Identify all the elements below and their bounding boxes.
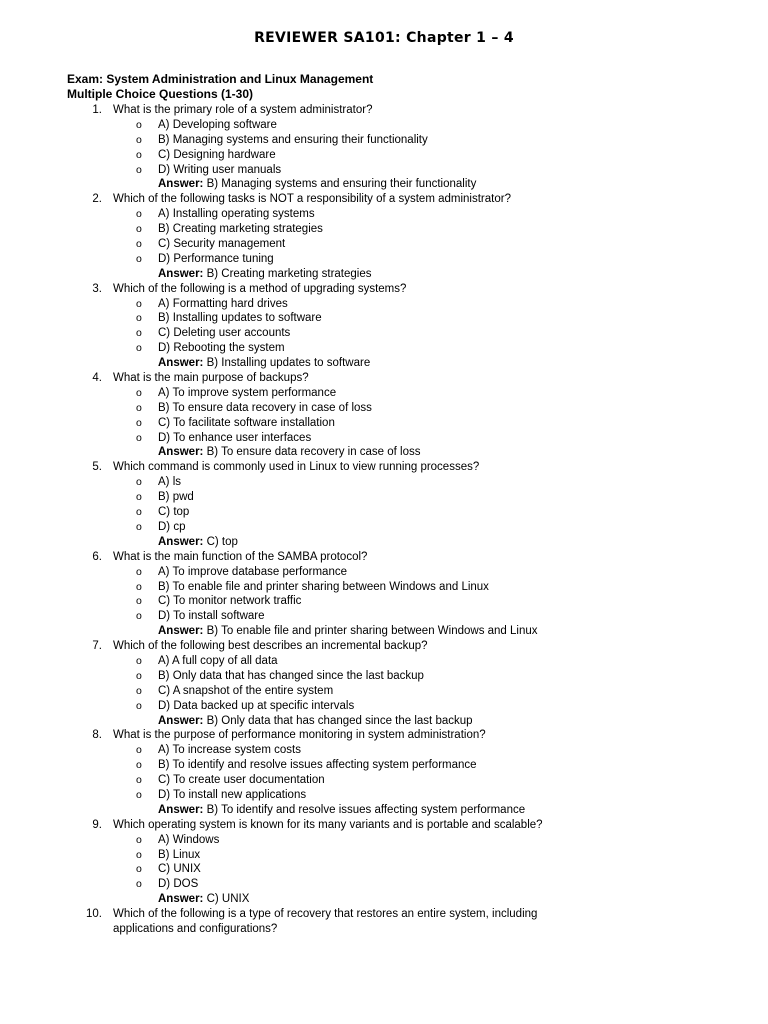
bullet-icon: o — [136, 223, 142, 236]
option-text: C) Deleting user accounts — [158, 327, 291, 340]
option-item — [0, 326, 768, 341]
option-text: D) To enhance user interfaces — [158, 431, 312, 444]
answer-text: B) Managing systems and ensuring their functionality — [206, 178, 477, 191]
question-item — [0, 907, 768, 937]
bullet-icon: o — [136, 506, 142, 519]
bullet-icon: o — [136, 238, 142, 251]
option-item — [0, 207, 768, 222]
question-line — [0, 192, 768, 207]
answer — [158, 803, 525, 818]
option-text: C) To facilitate software installation — [158, 416, 335, 429]
question-line — [0, 639, 768, 654]
answer — [158, 714, 473, 729]
option-text: D) Writing user manuals — [158, 163, 282, 176]
option-item — [0, 490, 768, 505]
bullet-icon: o — [136, 401, 142, 414]
question-item — [0, 818, 768, 907]
question-item — [0, 282, 768, 371]
answer-label: Answer: — [158, 446, 204, 459]
option-item — [0, 163, 768, 178]
answer-text: B) To identify and resolve issues affecting system performance — [206, 803, 526, 816]
answer-line — [0, 267, 768, 282]
option-text: A) To improve database performance — [158, 565, 347, 578]
option-text: B) Creating marketing strategies — [158, 223, 323, 236]
option-text: A) To improve system performance — [158, 386, 337, 399]
bullet-icon: o — [136, 610, 142, 623]
answer — [158, 892, 249, 907]
bullet-icon: o — [136, 118, 142, 131]
bullet-icon: o — [136, 327, 142, 340]
option-item — [0, 416, 768, 431]
option-text: C) Security management — [158, 238, 286, 251]
option-text: B) Managing systems and ensuring their functionality — [158, 133, 428, 146]
option-item — [0, 297, 768, 312]
exam-heading: Exam: System Administration and Linux Management — [67, 72, 374, 86]
question-line — [0, 907, 768, 922]
option-text: D) To install software — [158, 610, 265, 623]
option-text: B) Linux — [158, 848, 201, 861]
answer-line — [0, 356, 768, 371]
question-text: Which of the following is a method of upgrading systems? — [113, 282, 407, 295]
option-item — [0, 475, 768, 490]
option-item — [0, 877, 768, 892]
answer — [158, 535, 238, 550]
option-item — [0, 609, 768, 624]
question-item — [0, 192, 768, 281]
option-item — [0, 788, 768, 803]
option-item — [0, 758, 768, 773]
question-item — [0, 639, 768, 728]
option-text: A) Formatting hard drives — [158, 297, 288, 310]
question-text: Which of the following best describes an incremental backup? — [113, 640, 428, 653]
option-text: C) top — [158, 506, 190, 519]
option-text: D) Data backed up at specific intervals — [158, 699, 355, 712]
option-item — [0, 833, 768, 848]
option-text: D) To install new applications — [158, 788, 307, 801]
bullet-icon: o — [136, 595, 142, 608]
question-text: Which of the following tasks is NOT a responsibility of a system administrator? — [113, 193, 511, 206]
bullet-icon: o — [136, 148, 142, 161]
question-line — [0, 922, 768, 937]
bullet-icon: o — [136, 386, 142, 399]
option-text: B) Installing updates to software — [158, 312, 322, 325]
option-text: C) To create user documentation — [158, 774, 325, 787]
section-heading: Multiple Choice Questions (1-30) — [67, 87, 254, 101]
answer — [158, 267, 371, 282]
question-text: Which operating system is known for its many variants and is portable and scalable? — [113, 818, 543, 831]
bullet-icon: o — [136, 565, 142, 578]
bullet-icon: o — [136, 744, 142, 757]
option-text: C) UNIX — [158, 863, 201, 876]
option-text: A) Windows — [158, 833, 220, 846]
question-item — [0, 728, 768, 817]
answer-label: Answer: — [158, 803, 204, 816]
option-text: B) To identify and resolve issues affecting system performance — [158, 759, 477, 772]
bullet-icon: o — [136, 252, 142, 265]
option-item — [0, 669, 768, 684]
question-text: What is the main purpose of backups? — [113, 372, 309, 385]
option-item — [0, 252, 768, 267]
bullet-icon: o — [136, 431, 142, 444]
question-line — [0, 282, 768, 297]
answer-label: Answer: — [158, 714, 204, 727]
option-item — [0, 743, 768, 758]
answer-label: Answer: — [158, 893, 204, 906]
question-item — [0, 460, 768, 549]
answer — [158, 177, 476, 192]
option-item — [0, 148, 768, 163]
answer-line — [0, 714, 768, 729]
option-text: D) Performance tuning — [158, 252, 274, 265]
option-item — [0, 401, 768, 416]
question-number: 1. — [92, 104, 102, 116]
option-text: A) Installing operating systems — [158, 208, 315, 221]
answer — [158, 445, 421, 460]
option-text: B) Only data that has changed since the last backup — [158, 669, 424, 682]
question-text: What is the main function of the SAMBA protocol? — [113, 550, 368, 563]
option-item — [0, 222, 768, 237]
question-text: Which of the following is a type of recovery that restores an entire system, including — [113, 908, 538, 921]
bullet-icon: o — [136, 863, 142, 876]
answer — [158, 356, 370, 371]
answer-label: Answer: — [158, 535, 204, 548]
answer-text: B) To ensure data recovery in case of loss — [206, 446, 421, 459]
option-item — [0, 654, 768, 669]
bullet-icon: o — [136, 491, 142, 504]
option-text: D) cp — [158, 520, 186, 533]
question-number: 4. — [92, 372, 102, 385]
question-list — [0, 103, 768, 937]
bullet-icon: o — [136, 833, 142, 846]
answer-text: B) To enable file and printer sharing between Windows and Linux — [206, 625, 538, 638]
question-number: 9. — [92, 818, 102, 831]
question-item — [0, 550, 768, 639]
answer-label: Answer: — [158, 178, 204, 191]
bullet-icon: o — [136, 684, 142, 697]
option-item — [0, 133, 768, 148]
question-text: What is the purpose of performance monitoring in system administration? — [113, 729, 486, 742]
option-item — [0, 118, 768, 133]
option-text: A) A full copy of all data — [158, 654, 278, 667]
option-item — [0, 431, 768, 446]
option-text: B) To enable file and printer sharing between Windows and Linux — [158, 580, 489, 593]
question-text: applications and configurations? — [113, 922, 278, 935]
bullet-icon: o — [136, 788, 142, 801]
question-number: 2. — [92, 193, 102, 206]
answer-text: B) Installing updates to software — [206, 357, 371, 370]
option-text: A) Developing software — [158, 118, 277, 131]
option-text: D) Rebooting the system — [158, 342, 285, 355]
answer-label: Answer: — [158, 267, 204, 280]
option-text: A) To increase system costs — [158, 744, 301, 757]
answer-label: Answer: — [158, 357, 204, 370]
option-text: D) DOS — [158, 878, 199, 891]
answer-line — [0, 803, 768, 818]
option-text: B) To ensure data recovery in case of loss — [158, 401, 372, 414]
option-item — [0, 311, 768, 326]
question-line — [0, 728, 768, 743]
option-text: B) pwd — [158, 491, 194, 504]
bullet-icon: o — [136, 312, 142, 325]
option-item — [0, 594, 768, 609]
option-text: C) To monitor network traffic — [158, 595, 302, 608]
question-text: What is the primary role of a system administrator? — [113, 104, 373, 116]
option-text: C) Designing hardware — [158, 148, 276, 161]
answer-line — [0, 624, 768, 639]
question-line — [0, 460, 768, 475]
question-number: 3. — [92, 282, 102, 295]
page-title: REVIEWER SA101: Chapter 1 – 4 — [254, 30, 514, 46]
bullet-icon: o — [136, 208, 142, 221]
bullet-icon: o — [136, 580, 142, 593]
option-item — [0, 848, 768, 863]
bullet-icon: o — [136, 774, 142, 787]
option-text: C) A snapshot of the entire system — [158, 684, 334, 697]
bullet-icon: o — [136, 342, 142, 355]
exam-headings — [67, 72, 373, 102]
bullet-icon: o — [136, 133, 142, 146]
option-item — [0, 386, 768, 401]
option-item — [0, 505, 768, 520]
option-text: A) ls — [158, 476, 181, 489]
bullet-icon: o — [136, 163, 142, 176]
bullet-icon: o — [136, 878, 142, 891]
answer-text: B) Only data that has changed since the last backup — [206, 714, 473, 727]
question-line — [0, 371, 768, 386]
bullet-icon: o — [136, 297, 142, 310]
question-line — [0, 818, 768, 833]
option-item — [0, 773, 768, 788]
bullet-icon: o — [136, 520, 142, 533]
answer — [158, 624, 538, 639]
question-line — [0, 103, 768, 118]
bullet-icon: o — [136, 759, 142, 772]
option-item — [0, 520, 768, 535]
answer-line — [0, 535, 768, 550]
question-number: 5. — [92, 461, 102, 474]
question-number: 7. — [92, 640, 102, 653]
question-number: 8. — [92, 729, 102, 742]
bullet-icon: o — [136, 654, 142, 667]
option-item — [0, 580, 768, 595]
question-number: 6. — [92, 550, 102, 563]
bullet-icon: o — [136, 699, 142, 712]
answer-text: C) UNIX — [206, 893, 250, 906]
option-item — [0, 341, 768, 356]
question-number: 10. — [86, 908, 102, 921]
question-item — [0, 103, 768, 192]
option-item — [0, 699, 768, 714]
question-item — [0, 371, 768, 460]
answer-text: C) top — [206, 535, 238, 548]
answer-text: B) Creating marketing strategies — [206, 267, 372, 280]
bullet-icon: o — [136, 669, 142, 682]
option-item — [0, 862, 768, 877]
answer-line — [0, 445, 768, 460]
answer-line — [0, 177, 768, 192]
bullet-icon: o — [136, 416, 142, 429]
question-line — [0, 550, 768, 565]
answer-label: Answer: — [158, 625, 204, 638]
question-text: Which command is commonly used in Linux to view running processes? — [113, 461, 480, 474]
answer-line — [0, 892, 768, 907]
option-item — [0, 237, 768, 252]
option-item — [0, 565, 768, 580]
bullet-icon: o — [136, 476, 142, 489]
option-item — [0, 684, 768, 699]
bullet-icon: o — [136, 848, 142, 861]
